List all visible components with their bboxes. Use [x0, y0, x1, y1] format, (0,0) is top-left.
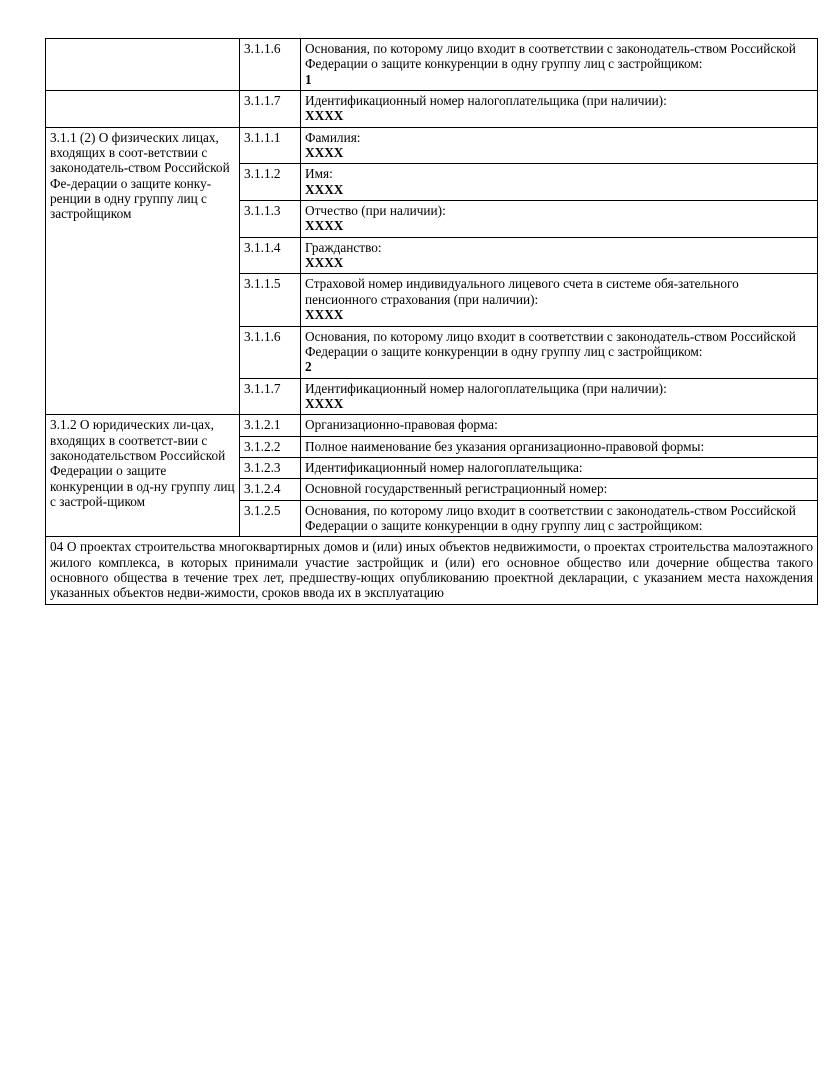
content-cell	[301, 274, 818, 326]
code-cell: 3.1.2.2	[240, 436, 301, 457]
field-label: Идентификационный номер налогоплательщика (при наличии):	[305, 380, 667, 396]
field-value: XXXX	[305, 255, 344, 271]
content-cell	[301, 500, 818, 537]
code-cell: 3.1.1.2	[240, 164, 301, 201]
code-cell: 3.1.1.7	[240, 91, 301, 128]
code-cell: 3.1.1.5	[240, 274, 301, 326]
field-label: Идентификационный номер налогоплательщика:	[305, 459, 583, 475]
code-cell: 3.1.2.4	[240, 479, 301, 500]
table-row-footer-section	[46, 537, 818, 604]
section-cell: 3.1.2 О юридических ли-цах, входящих в соответст-вии с законодательством Российской Федерации о защите конкуренции в од-ну группу лиц с застрой-щиком	[46, 415, 240, 537]
field-label: Основной государственный регистрационный номер:	[305, 481, 608, 497]
field-label: Основания, по которому лицо входит в соответствии с законодатель-ством Российской Федерации о защите конкуренции в одну группу лиц с застройщиком:	[305, 502, 796, 533]
field-value: XXXX	[305, 218, 344, 234]
content-cell	[301, 378, 818, 415]
content-cell	[301, 479, 818, 500]
code-cell: 3.1.2.3	[240, 457, 301, 478]
code-cell: 3.1.1.4	[240, 237, 301, 274]
field-label: Имя:	[305, 166, 333, 182]
field-label: Организационно-правовая форма:	[305, 417, 498, 433]
code-cell: 3.1.2.5	[240, 500, 301, 537]
content-cell	[301, 201, 818, 238]
table-row	[46, 415, 818, 436]
section-cell: 3.1.1 (2) О физических лицах, входящих в соот-ветствии с законодатель-ством Российской Фе-дерации о защите конку-ренции в одну группу лиц с застройщиком	[46, 127, 240, 415]
code-cell: 3.1.1.3	[240, 201, 301, 238]
content-cell	[301, 436, 818, 457]
content-cell	[301, 457, 818, 478]
field-value: XXXX	[305, 307, 344, 323]
table-row	[46, 91, 818, 128]
code-cell: 3.1.1.1	[240, 127, 301, 164]
table-row	[46, 127, 818, 164]
code-cell: 3.1.2.1	[240, 415, 301, 436]
content-cell	[301, 127, 818, 164]
section-cell	[46, 39, 240, 91]
declaration-table	[45, 38, 818, 605]
field-label: Фамилия:	[305, 129, 361, 145]
footer-section-text: 04 О проектах строительства многоквартирных домов и (или) иных объектов недвижимости, о проектах строительства малоэтажного жилого комплекса, в которых принимали участие застройщик и (или) его основное общество или дочерние общества такого основного общества в течение трех лет, предшеству-ющих опубликованию проектной декларации, с указанием места нахождения указанных объектов недви-жимости, сроков ввода их в эксплуатацию	[46, 537, 818, 604]
field-label: Идентификационный номер налогоплательщика (при наличии):	[305, 93, 667, 109]
code-cell: 3.1.1.6	[240, 326, 301, 378]
code-cell: 3.1.1.7	[240, 378, 301, 415]
content-cell	[301, 164, 818, 201]
field-value: XXXX	[305, 145, 344, 161]
content-cell	[301, 237, 818, 274]
field-label: Страховой номер индивидуального лицевого счета в системе обя-зательного пенсионного страхования (при наличии):	[305, 276, 739, 307]
table-body	[46, 39, 818, 605]
field-label: Полное наименование без указания организационно-правовой формы:	[305, 438, 705, 454]
field-label: Гражданство:	[305, 239, 382, 255]
content-cell	[301, 91, 818, 128]
field-value: 1	[305, 71, 312, 87]
section-cell	[46, 91, 240, 128]
field-value: 2	[305, 359, 312, 375]
content-cell	[301, 39, 818, 91]
field-label: Основания, по которому лицо входит в соответствии с законодатель-ством Российской Федерации о защите конкуренции в одну группу лиц с застройщиком:	[305, 41, 796, 72]
content-cell	[301, 326, 818, 378]
table-row	[46, 39, 818, 91]
field-value: XXXX	[305, 108, 344, 124]
code-cell: 3.1.1.6	[240, 39, 301, 91]
field-value: XXXX	[305, 181, 344, 197]
content-cell	[301, 415, 818, 436]
field-label: Основания, по которому лицо входит в соответствии с законодатель-ством Российской Федерации о защите конкуренции в одну группу лиц с застройщиком:	[305, 328, 796, 359]
field-value: XXXX	[305, 395, 344, 411]
field-label: Отчество (при наличии):	[305, 203, 446, 219]
